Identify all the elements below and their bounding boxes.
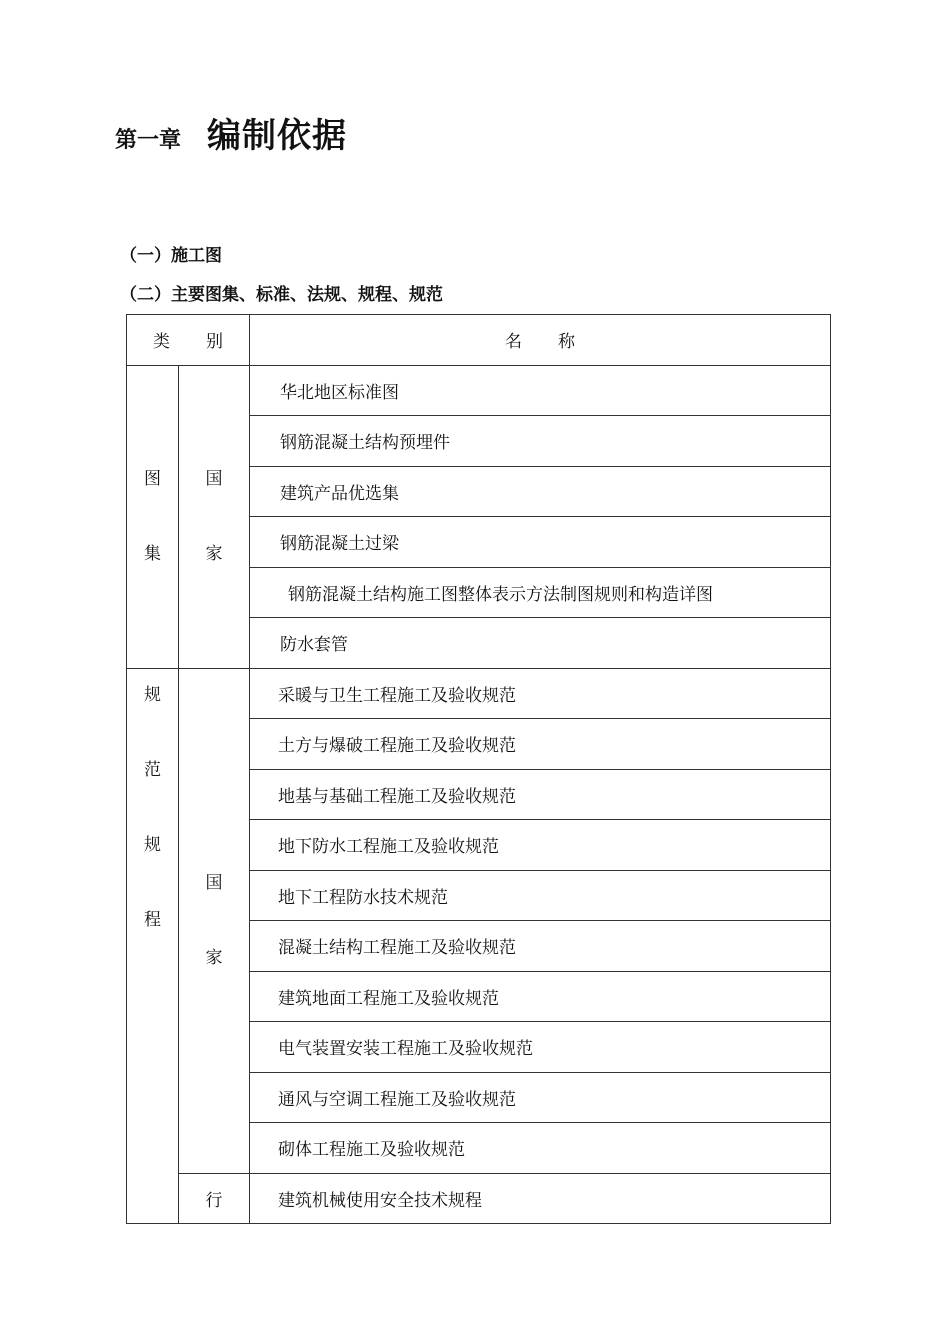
item-name: 电气装置安装工程施工及验收规范 [250, 1022, 831, 1073]
level-cell-industry: 行 [179, 1173, 250, 1224]
item-name: 建筑产品优选集 [250, 466, 831, 517]
level-cell-national: 国 家 [179, 365, 250, 668]
item-name: 华北地区标准图 [250, 365, 831, 416]
chapter-heading [115, 108, 348, 156]
basis-table [126, 314, 831, 1224]
level-cell-national: 国 家 [179, 668, 250, 1173]
item-name: 砌体工程施工及验收规范 [250, 1123, 831, 1174]
item-name: 钢筋混凝土结构施工图整体表示方法制图规则和构造详图 [250, 567, 831, 618]
item-name: 钢筋混凝土结构预埋件 [250, 416, 831, 467]
item-name: 建筑地面工程施工及验收规范 [250, 971, 831, 1022]
table-row [127, 1173, 831, 1224]
type-cell-atlas: 图 集 [127, 365, 179, 668]
header-category: 类 别 [127, 315, 250, 366]
item-name: 混凝土结构工程施工及验收规范 [250, 921, 831, 972]
item-name: 通风与空调工程施工及验收规范 [250, 1072, 831, 1123]
item-name: 地基与基础工程施工及验收规范 [250, 769, 831, 820]
item-name: 地下防水工程施工及验收规范 [250, 820, 831, 871]
item-name: 地下工程防水技术规范 [250, 870, 831, 921]
chapter-number: 第一章 [115, 127, 182, 153]
table-row [127, 365, 831, 416]
item-name: 防水套管 [250, 618, 831, 669]
table-row [127, 668, 831, 719]
chapter-title: 编制依据 [207, 116, 348, 156]
type-cell-specifications: 规 范 规 程 [127, 668, 179, 1224]
section-construction-drawings: （一）施工图 [120, 246, 222, 266]
section-standards: （二）主要图集、标准、法规、规程、规范 [120, 285, 443, 305]
item-name: 采暖与卫生工程施工及验收规范 [250, 668, 831, 719]
item-name: 钢筋混凝土过梁 [250, 517, 831, 568]
item-name: 土方与爆破工程施工及验收规范 [250, 719, 831, 770]
header-name: 名 称 [250, 315, 831, 366]
item-name: 建筑机械使用安全技术规程 [250, 1173, 831, 1224]
table-header-row [127, 315, 831, 366]
